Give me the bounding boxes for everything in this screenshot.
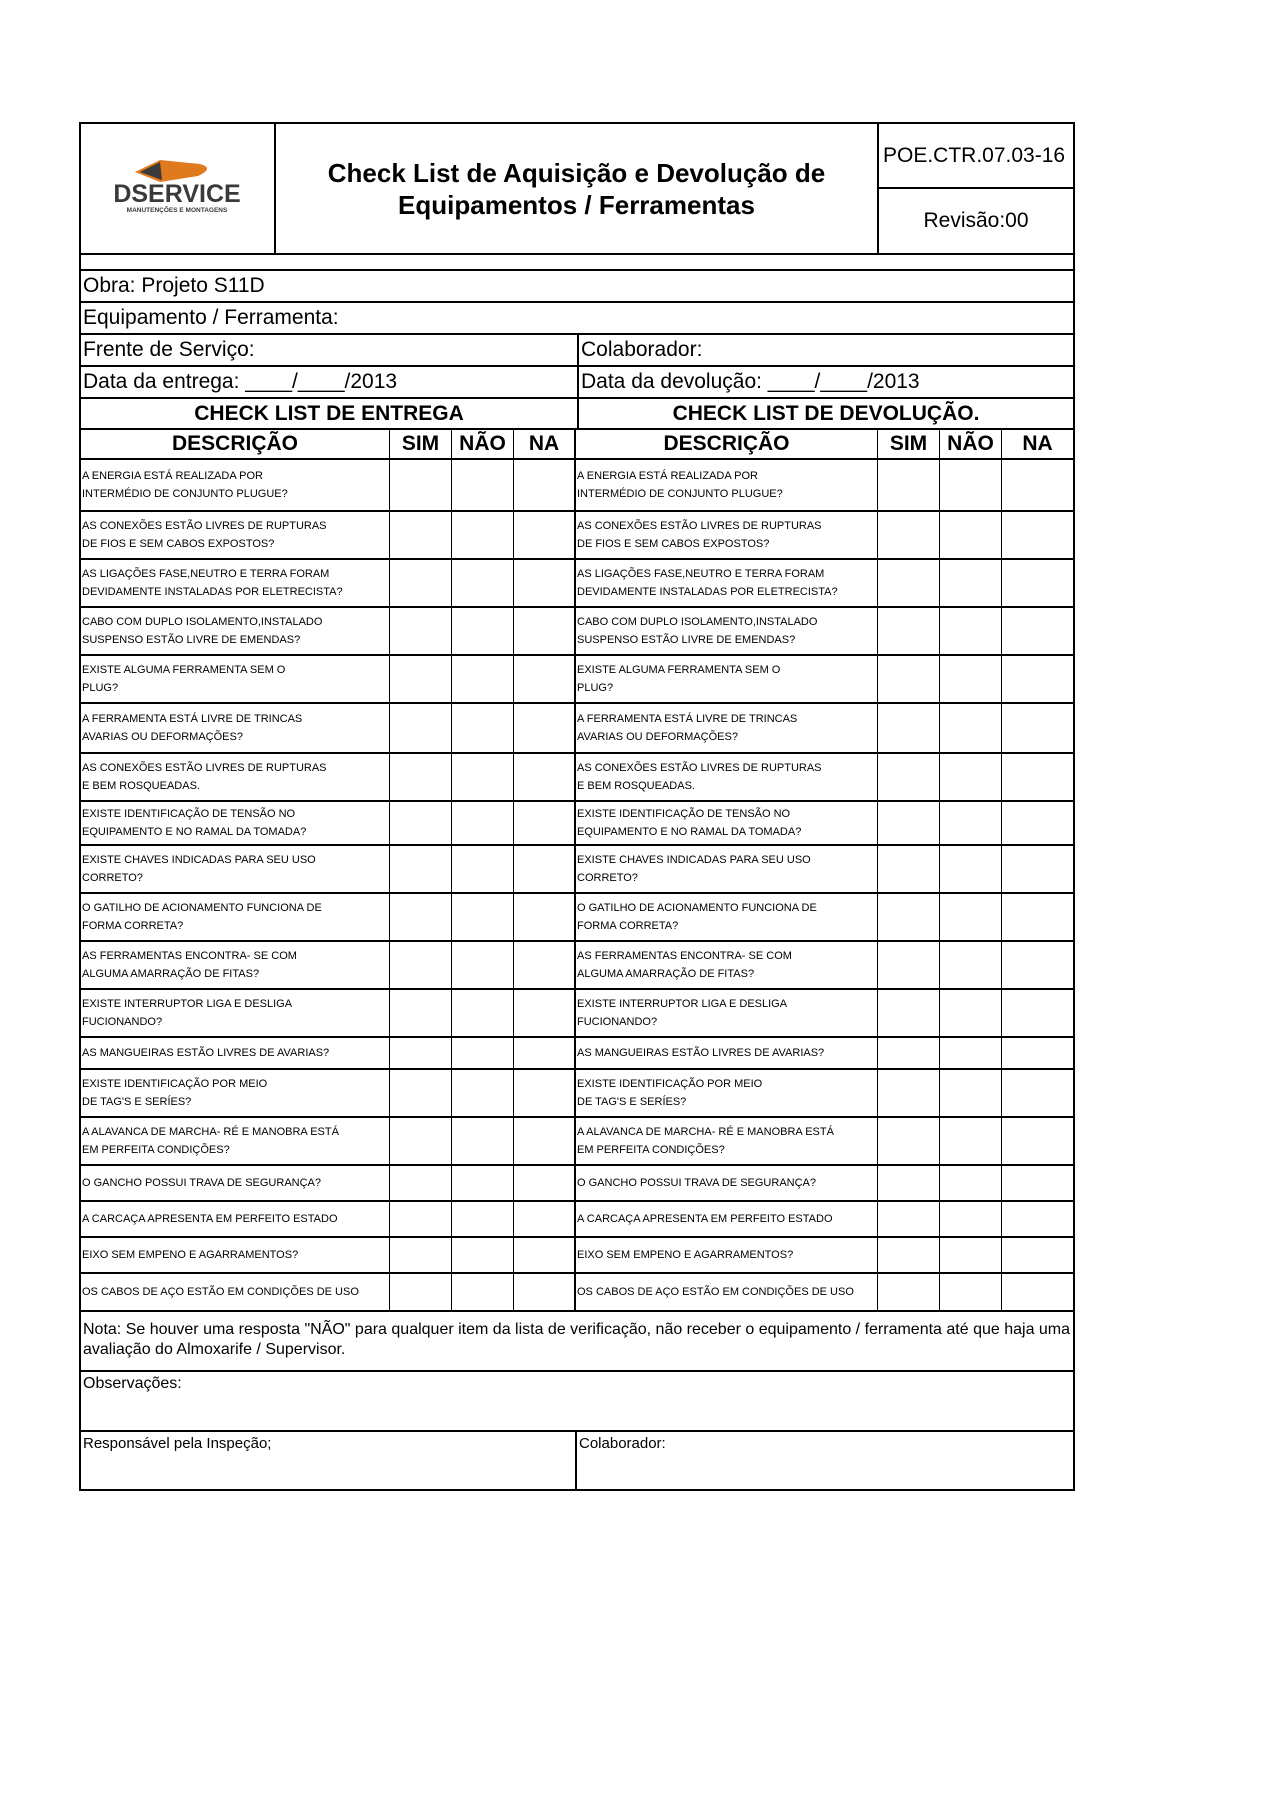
entrega-na-checkbox[interactable] [514,512,576,560]
entrega-sim-checkbox[interactable] [390,1238,452,1274]
question-line-1: EXISTE CHAVES INDICADAS PARA SEU USO [82,854,316,866]
devolucao-question [576,1118,878,1166]
devolucao-sim-checkbox[interactable] [878,990,940,1038]
devolucao-na-checkbox[interactable] [1002,1274,1073,1310]
devolucao-question [576,1070,878,1118]
entrega-nao-checkbox[interactable] [452,942,514,990]
question-line-2: PLUG? [82,682,119,694]
devolucao-nao-checkbox[interactable] [940,802,1002,846]
checklist-grid [79,430,1075,1312]
entrega-col-na: NA [514,430,576,460]
data-devolucao-field[interactable]: Data da devolução: ____/____/2013 [577,367,1073,397]
entrega-question [81,1070,390,1118]
devolucao-nao-checkbox[interactable] [940,1238,1002,1274]
question-line-1: EXISTE IDENTIFICAÇÃO POR MEIO [577,1078,763,1090]
devolucao-na-checkbox[interactable] [1002,894,1073,942]
question-line-1: O GATILHO DE ACIONAMENTO FUNCIONA DE [82,902,322,914]
entrega-na-checkbox[interactable] [514,1202,576,1238]
responsavel-inspecao-field[interactable]: Responsável pela Inspeção; [81,1432,577,1489]
entrega-question [81,990,390,1038]
question-line-1: A ENERGIA ESTÁ REALIZADA POR [82,470,263,482]
question-line-2: FUCIONANDO? [82,1016,163,1028]
devolucao-nao-checkbox[interactable] [940,846,1002,894]
observacoes-field[interactable]: Observações: [79,1372,1075,1432]
devolucao-question [576,1038,878,1070]
question-line-2: CORRETO? [82,872,143,884]
question-line-1: O GANCHO POSSUI TRAVA DE SEGURANÇA? [82,1177,321,1189]
devolucao-question [576,754,878,802]
question-line-1: A FERRAMENTA ESTÁ LIVRE DE TRINCAS [82,713,303,725]
question-line-1: O GANCHO POSSUI TRAVA DE SEGURANÇA? [577,1177,816,1189]
entrega-col-nao: NÃO [452,430,514,460]
entrega-na-checkbox[interactable] [514,846,576,894]
entrega-nao-checkbox[interactable] [452,1202,514,1238]
entrega-nao-checkbox[interactable] [452,894,514,942]
equipamento-field[interactable]: Equipamento / Ferramenta: [83,306,339,329]
question-line-2: SUSPENSO ESTÃO LIVRE DE EMENDAS? [82,634,301,646]
devolucao-na-checkbox[interactable] [1002,1238,1073,1274]
question-line-1: AS MANGUEIRAS ESTÃO LIVRES DE AVARIAS? [577,1047,825,1059]
devolucao-question [576,460,878,512]
question-line-2: EQUIPAMENTO E NO RAMAL DA TOMADA? [577,826,802,838]
devolucao-na-checkbox[interactable] [1002,1118,1073,1166]
question-line-2: EM PERFEITA CONDIÇÕES? [82,1144,230,1156]
question-line-1: EXISTE CHAVES INDICADAS PARA SEU USO [577,854,811,866]
question-line-2: AVARIAS OU DEFORMAÇÕES? [82,731,243,743]
question-line-2: DE FIOS E SEM CABOS EXPOSTOS? [82,538,275,550]
devolucao-nao-checkbox[interactable] [940,608,1002,656]
question-line-2: PLUG? [577,682,614,694]
devolucao-na-checkbox[interactable] [1002,608,1073,656]
question-line-1: AS CONEXÕES ESTÃO LIVRES DE RUPTURAS [577,520,822,532]
question-line-1: EXISTE IDENTIFICAÇÃO DE TENSÃO NO [577,808,791,820]
devolucao-col-sim: SIM [878,430,940,460]
entrega-question [81,1038,390,1070]
entrega-sim-checkbox[interactable] [390,460,452,512]
devolucao-nao-checkbox[interactable] [940,894,1002,942]
devolucao-na-checkbox[interactable] [1002,1038,1073,1070]
question-line-2: ALGUMA AMARRAÇÃO DE FITAS? [82,968,260,980]
data-entrega-field[interactable]: Data da entrega: ____/____/2013 [83,370,398,393]
logo-name: DSERVICE [113,179,241,208]
devolucao-nao-checkbox[interactable] [940,1118,1002,1166]
entrega-na-checkbox[interactable] [514,942,576,990]
devolucao-question [576,1238,878,1274]
devolucao-question [576,608,878,656]
entrega-na-checkbox[interactable] [514,1038,576,1070]
entrega-na-checkbox[interactable] [514,1118,576,1166]
devolucao-sim-checkbox[interactable] [878,942,940,990]
question-line-1: A ENERGIA ESTÁ REALIZADA POR [577,470,758,482]
entrega-na-checkbox[interactable] [514,656,576,704]
devolucao-question [576,846,878,894]
entrega-nao-checkbox[interactable] [452,990,514,1038]
question-line-2: DEVIDAMENTE INSTALADAS POR ELETRECISTA? [82,586,343,598]
question-line-2: CORRETO? [577,872,638,884]
devolucao-nao-checkbox[interactable] [940,1166,1002,1202]
entrega-sim-checkbox[interactable] [390,846,452,894]
colaborador-signature-field[interactable]: Colaborador: [579,1435,666,1452]
devolucao-col-descricao: DESCRIÇÃO [576,430,878,460]
entrega-na-checkbox[interactable] [514,990,576,1038]
question-line-1: O GATILHO DE ACIONAMENTO FUNCIONA DE [577,902,817,914]
title-line-1: Check List de Aquisição e Devolução de [327,157,826,188]
entrega-sim-checkbox[interactable] [390,1118,452,1166]
question-line-1: AS FERRAMENTAS ENCONTRA- SE COM [577,950,792,962]
question-line-1: A CARCAÇA APRESENTA EM PERFEITO ESTADO [82,1213,338,1225]
header-spacer [79,255,1075,269]
question-line-1: AS FERRAMENTAS ENCONTRA- SE COM [82,950,297,962]
question-line-2: INTERMÉDIO DE CONJUNTO PLUGUE? [82,488,288,500]
question-line-2: DEVIDAMENTE INSTALADAS POR ELETRECISTA? [577,586,838,598]
signature-row [79,1432,1075,1491]
frente-servico-field[interactable]: Frente de Serviço: [83,338,255,361]
question-line-1: CABO COM DUPLO ISOLAMENTO,INSTALADO [82,616,323,628]
question-line-1: A ALAVANCA DE MARCHA- RÉ E MANOBRA ESTÁ [577,1126,834,1138]
devolucao-na-checkbox[interactable] [1002,846,1073,894]
devolucao-sim-checkbox[interactable] [878,1118,940,1166]
question-line-1: OS CABOS DE AÇO ESTÃO EM CONDIÇÕES DE USO [82,1286,359,1298]
question-line-2: DE TAG'S E SERÍES? [82,1096,192,1108]
devolucao-na-checkbox[interactable] [1002,1070,1073,1118]
company-logo [81,124,276,253]
question-line-1: EIXO SEM EMPENO E AGARRAMENTOS? [577,1249,794,1261]
entrega-question [81,802,390,846]
entrega-col-descricao: DESCRIÇÃO [81,430,390,460]
entrega-na-checkbox[interactable] [514,802,576,846]
obra-row [79,269,1075,303]
question-line-1: EXISTE ALGUMA FERRAMENTA SEM O [82,664,286,676]
entrega-nao-checkbox[interactable] [452,1118,514,1166]
entrega-question [81,1238,390,1274]
question-line-2: DE FIOS E SEM CABOS EXPOSTOS? [577,538,770,550]
devolucao-nao-checkbox[interactable] [940,942,1002,990]
devolucao-na-checkbox[interactable] [1002,1166,1073,1202]
dates-row [79,367,1075,399]
question-line-2: E BEM ROSQUEADAS. [82,780,200,792]
title-line-2: Equipamentos / Ferramentas [398,189,755,220]
entrega-question [81,656,390,704]
question-line-2: EQUIPAMENTO E NO RAMAL DA TOMADA? [82,826,307,838]
devolucao-col-nao: NÃO [940,430,1002,460]
devolucao-col-na: NA [1002,430,1073,460]
question-line-1: EXISTE INTERRUPTOR LIGA E DESLIGA [577,998,788,1010]
question-line-1: AS MANGUEIRAS ESTÃO LIVRES DE AVARIAS? [82,1047,330,1059]
devolucao-nao-checkbox[interactable] [940,990,1002,1038]
entrega-sim-checkbox[interactable] [390,560,452,608]
question-line-1: AS LIGAÇÕES FASE,NEUTRO E TERRA FORAM [82,568,330,580]
entrega-sim-checkbox[interactable] [390,1166,452,1202]
entrega-na-checkbox[interactable] [514,704,576,754]
question-line-2: EM PERFEITA CONDIÇÕES? [577,1144,725,1156]
question-line-1: EXISTE INTERRUPTOR LIGA E DESLIGA [82,998,293,1010]
entrega-na-checkbox[interactable] [514,608,576,656]
entrega-nao-checkbox[interactable] [452,846,514,894]
entrega-question [81,1118,390,1166]
colaborador-field[interactable]: Colaborador: [577,335,1073,365]
devolucao-sim-checkbox[interactable] [878,802,940,846]
devolucao-nao-checkbox[interactable] [940,656,1002,704]
devolucao-nao-checkbox[interactable] [940,512,1002,560]
entrega-question [81,754,390,802]
entrega-nao-checkbox[interactable] [452,1274,514,1310]
entrega-na-checkbox[interactable] [514,460,576,512]
question-line-1: EIXO SEM EMPENO E AGARRAMENTOS? [82,1249,299,1261]
question-line-1: A ALAVANCA DE MARCHA- RÉ E MANOBRA ESTÁ [82,1126,339,1138]
devolucao-nao-checkbox[interactable] [940,460,1002,512]
entrega-question [81,894,390,942]
question-line-2: AVARIAS OU DEFORMAÇÕES? [577,731,738,743]
entrega-na-checkbox[interactable] [514,894,576,942]
devolucao-na-checkbox[interactable] [1002,460,1073,512]
devolucao-question [576,802,878,846]
entrega-na-checkbox[interactable] [514,754,576,802]
devolucao-sim-checkbox[interactable] [878,754,940,802]
entrega-nao-checkbox[interactable] [452,1070,514,1118]
devolucao-nao-checkbox[interactable] [940,1070,1002,1118]
question-line-2: FUCIONANDO? [577,1016,658,1028]
entrega-nao-checkbox[interactable] [452,560,514,608]
entrega-nao-checkbox[interactable] [452,1038,514,1070]
entrega-nao-checkbox[interactable] [452,512,514,560]
entrega-question [81,608,390,656]
devolucao-sim-checkbox[interactable] [878,846,940,894]
devolucao-question [576,1202,878,1238]
question-line-2: INTERMÉDIO DE CONJUNTO PLUGUE? [577,488,783,500]
entrega-nao-checkbox[interactable] [452,656,514,704]
question-line-2: FORMA CORRETA? [577,920,679,932]
entrega-sim-checkbox[interactable] [390,704,452,754]
document-code: POE.CTR.07.03-16 [879,124,1073,189]
entrega-sim-checkbox[interactable] [390,1274,452,1310]
revision-label: Revisão:00 [923,209,1029,232]
section-titles-row [79,399,1075,430]
equipamento-row [79,303,1075,335]
question-line-1: A FERRAMENTA ESTÁ LIVRE DE TRINCAS [577,713,798,725]
question-line-2: SUSPENSO ESTÃO LIVRE DE EMENDAS? [577,634,796,646]
devolucao-nao-checkbox[interactable] [940,754,1002,802]
entrega-question [81,1274,390,1310]
entrega-na-checkbox[interactable] [514,1166,576,1202]
question-line-1: EXISTE IDENTIFICAÇÃO POR MEIO [82,1078,268,1090]
devolucao-na-checkbox[interactable] [1002,1202,1073,1238]
entrega-section-title: CHECK LIST DE ENTREGA [194,402,464,425]
entrega-nao-checkbox[interactable] [452,1238,514,1274]
entrega-sim-checkbox[interactable] [390,512,452,560]
question-line-1: CABO COM DUPLO ISOLAMENTO,INSTALADO [577,616,818,628]
devolucao-na-checkbox[interactable] [1002,704,1073,754]
entrega-nao-checkbox[interactable] [452,608,514,656]
question-line-2: E BEM ROSQUEADAS. [577,780,695,792]
devolucao-question [576,1274,878,1310]
devolucao-nao-checkbox[interactable] [940,704,1002,754]
devolucao-sim-checkbox[interactable] [878,1274,940,1310]
entrega-question [81,560,390,608]
document-code-block [879,124,1073,253]
devolucao-question [576,942,878,990]
devolucao-na-checkbox[interactable] [1002,560,1073,608]
document-title [276,124,879,253]
question-line-2: FORMA CORRETA? [82,920,184,932]
devolucao-sim-checkbox[interactable] [878,894,940,942]
entrega-question [81,1202,390,1238]
devolucao-sim-checkbox[interactable] [878,560,940,608]
entrega-sim-checkbox[interactable] [390,894,452,942]
devolucao-sim-checkbox[interactable] [878,656,940,704]
devolucao-section-title: CHECK LIST DE DEVOLUÇÃO. [577,399,1073,428]
entrega-sim-checkbox[interactable] [390,1038,452,1070]
entrega-na-checkbox[interactable] [514,1238,576,1274]
nota-text: Nota: Se houver uma resposta "NÃO" para qualquer item da lista de verificação, não receber o equipamento / ferramenta até que haja uma avaliação do Almoxarife / Supervisor. [79,1312,1075,1372]
question-line-1: EXISTE ALGUMA FERRAMENTA SEM O [577,664,781,676]
question-line-2: DE TAG'S E SERÍES? [577,1096,687,1108]
entrega-question [81,846,390,894]
devolucao-na-checkbox[interactable] [1002,512,1073,560]
entrega-sim-checkbox[interactable] [390,754,452,802]
entrega-question [81,704,390,754]
entrega-na-checkbox[interactable] [514,560,576,608]
devolucao-question [576,894,878,942]
obra-field[interactable]: Obra: Projeto S11D [83,274,265,297]
devolucao-nao-checkbox[interactable] [940,560,1002,608]
devolucao-na-checkbox[interactable] [1002,942,1073,990]
devolucao-question [576,704,878,754]
document-header [79,122,1075,255]
devolucao-sim-checkbox[interactable] [878,704,940,754]
frente-colaborador-row [79,335,1075,367]
devolucao-question [576,512,878,560]
question-line-1: AS CONEXÕES ESTÃO LIVRES DE RUPTURAS [82,762,327,774]
devolucao-na-checkbox[interactable] [1002,656,1073,704]
entrega-nao-checkbox[interactable] [452,460,514,512]
entrega-sim-checkbox[interactable] [390,1070,452,1118]
entrega-sim-checkbox[interactable] [390,942,452,990]
devolucao-sim-checkbox[interactable] [878,608,940,656]
devolucao-question [576,560,878,608]
devolucao-na-checkbox[interactable] [1002,990,1073,1038]
question-line-2: ALGUMA AMARRAÇÃO DE FITAS? [577,968,755,980]
devolucao-nao-checkbox[interactable] [940,1038,1002,1070]
devolucao-question [576,1166,878,1202]
entrega-nao-checkbox[interactable] [452,704,514,754]
devolucao-sim-checkbox[interactable] [878,1202,940,1238]
dservice-logo-icon [90,158,265,220]
entrega-sim-checkbox[interactable] [390,608,452,656]
devolucao-sim-checkbox[interactable] [878,460,940,512]
entrega-question [81,460,390,512]
question-line-1: AS LIGAÇÕES FASE,NEUTRO E TERRA FORAM [577,568,825,580]
entrega-nao-checkbox[interactable] [452,802,514,846]
devolucao-sim-checkbox[interactable] [878,1166,940,1202]
checklist-sheet [79,122,1075,1491]
entrega-nao-checkbox[interactable] [452,754,514,802]
entrega-question [81,512,390,560]
devolucao-sim-checkbox[interactable] [878,1070,940,1118]
devolucao-question [576,656,878,704]
devolucao-nao-checkbox[interactable] [940,1274,1002,1310]
question-line-1: OS CABOS DE AÇO ESTÃO EM CONDIÇÕES DE USO [577,1286,854,1298]
devolucao-na-checkbox[interactable] [1002,802,1073,846]
devolucao-na-checkbox[interactable] [1002,754,1073,802]
entrega-sim-checkbox[interactable] [390,1202,452,1238]
entrega-sim-checkbox[interactable] [390,656,452,704]
logo-tagline: MANUTENÇÕES E MONTAGENS [126,206,228,214]
question-line-1: A CARCAÇA APRESENTA EM PERFEITO ESTADO [577,1213,833,1225]
question-line-1: AS CONEXÕES ESTÃO LIVRES DE RUPTURAS [577,762,822,774]
entrega-question [81,1166,390,1202]
devolucao-sim-checkbox[interactable] [878,1038,940,1070]
entrega-sim-checkbox[interactable] [390,802,452,846]
entrega-sim-checkbox[interactable] [390,990,452,1038]
question-line-1: AS CONEXÕES ESTÃO LIVRES DE RUPTURAS [82,520,327,532]
question-line-1: EXISTE IDENTIFICAÇÃO DE TENSÃO NO [82,808,296,820]
entrega-na-checkbox[interactable] [514,1274,576,1310]
devolucao-sim-checkbox[interactable] [878,1238,940,1274]
entrega-na-checkbox[interactable] [514,1070,576,1118]
entrega-col-sim: SIM [390,430,452,460]
devolucao-question [576,990,878,1038]
entrega-question [81,942,390,990]
devolucao-sim-checkbox[interactable] [878,512,940,560]
devolucao-nao-checkbox[interactable] [940,1202,1002,1238]
entrega-nao-checkbox[interactable] [452,1166,514,1202]
